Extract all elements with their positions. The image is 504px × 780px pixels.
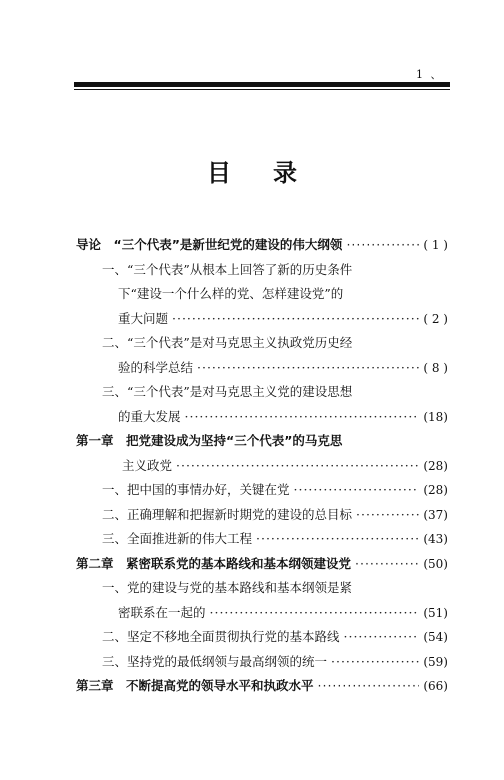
header-rule-thin xyxy=(74,89,450,90)
toc-page-number: (28) xyxy=(423,483,448,497)
toc-entry-text: 导论 “三个代表”是新世纪党的建设的伟大纲领 xyxy=(76,237,343,252)
toc-entry-text: 三、“三个代表”是对马克思主义党的建设思想 xyxy=(102,384,353,399)
toc-section-entry[interactable] xyxy=(76,650,448,675)
toc-chapter-entry[interactable] xyxy=(76,429,448,454)
toc-entry-text: 的重大发展 xyxy=(118,408,181,424)
toc-entry-text: 第三章 不断提高党的领导水平和执政水平 xyxy=(76,678,314,693)
toc-entry-text: 验的科学总结 xyxy=(118,359,194,375)
toc-section-entry[interactable] xyxy=(76,601,448,626)
toc-page-number: (66) xyxy=(423,679,448,693)
toc-entry-text: 三、全面推进新的伟大工程 xyxy=(102,531,253,546)
table-of-contents xyxy=(76,233,448,699)
toc-page-number: (43) xyxy=(423,532,448,546)
toc-entry-text: 二、正确理解和把握新时期党的建设的总目标 xyxy=(102,506,353,522)
toc-page-number: ( 2 ) xyxy=(423,311,448,326)
dot-leader xyxy=(318,674,420,699)
toc-chapter-entry[interactable] xyxy=(76,233,448,258)
toc-entry-text: 二、“三个代表”是对马克思主义执政党历史经 xyxy=(102,335,353,350)
dot-leader xyxy=(356,503,419,528)
toc-entry-text: 一、把中国的事情办好，关键在党 xyxy=(102,482,290,497)
toc-page-number: (51) xyxy=(423,605,448,620)
toc-section-entry[interactable] xyxy=(76,282,448,307)
toc-chapter-entry[interactable] xyxy=(76,454,448,479)
toc-entry-text: 三、坚持党的最低纲领与最高纲领的统一 xyxy=(102,653,328,669)
toc-section-entry[interactable] xyxy=(76,405,448,430)
toc-page-number: ( 8 ) xyxy=(423,360,448,375)
toc-page-number: ( 1 ) xyxy=(423,238,448,252)
header-rule-thick xyxy=(74,82,450,87)
dot-leader xyxy=(294,478,420,503)
toc-page-number: (18) xyxy=(423,409,448,424)
toc-page-number: (28) xyxy=(423,458,448,473)
toc-section-entry[interactable] xyxy=(76,380,448,405)
page-number: 1 、 xyxy=(416,68,444,81)
toc-section-entry[interactable] xyxy=(76,576,448,601)
dot-leader xyxy=(346,233,419,258)
toc-chapter-entry[interactable] xyxy=(76,552,448,577)
toc-page-number: (59) xyxy=(423,654,448,669)
toc-section-entry[interactable] xyxy=(76,331,448,356)
toc-section-entry[interactable] xyxy=(76,527,448,552)
toc-page-number: (54) xyxy=(423,630,448,644)
dot-leader xyxy=(197,356,419,381)
dot-leader xyxy=(256,527,419,552)
toc-entry-text: 一、党的建设与党的基本路线和基本纲领是紧 xyxy=(102,580,353,595)
toc-chapter-entry[interactable] xyxy=(76,674,448,699)
dot-leader xyxy=(185,405,420,430)
toc-section-entry[interactable] xyxy=(76,307,448,332)
toc-section-entry[interactable] xyxy=(76,258,448,283)
toc-entry-text: 主义政党 xyxy=(122,457,173,473)
dot-leader xyxy=(355,552,419,577)
toc-section-entry[interactable] xyxy=(76,503,448,528)
toc-entry-text: 一、“三个代表”从根本上回答了新的历史条件 xyxy=(102,261,353,277)
toc-section-entry[interactable] xyxy=(76,478,448,503)
toc-entry-text: 二、坚定不移地全面贯彻执行党的基本路线 xyxy=(102,629,340,644)
toc-section-entry[interactable] xyxy=(76,625,448,650)
toc-page-number: (50) xyxy=(423,556,448,571)
dot-leader xyxy=(172,307,419,332)
dot-leader xyxy=(344,625,420,650)
toc-entry-text: 第一章 把党建设成为坚持“三个代表”的马克思 xyxy=(76,433,343,448)
toc-page-number: (37) xyxy=(423,507,448,522)
toc-entry-text: 下“建设一个什么样的党、怎样建设党”的 xyxy=(118,286,344,301)
toc-entry-text: 密联系在一起的 xyxy=(118,604,206,620)
toc-section-entry[interactable] xyxy=(76,356,448,381)
page-title: 目录 xyxy=(207,159,339,187)
toc-entry-text: 重大问题 xyxy=(118,310,169,326)
dot-leader xyxy=(210,601,420,626)
toc-entry-text: 第二章 紧密联系党的基本路线和基本纲领建设党 xyxy=(76,555,352,571)
dot-leader xyxy=(331,650,419,675)
dot-leader xyxy=(176,454,419,479)
